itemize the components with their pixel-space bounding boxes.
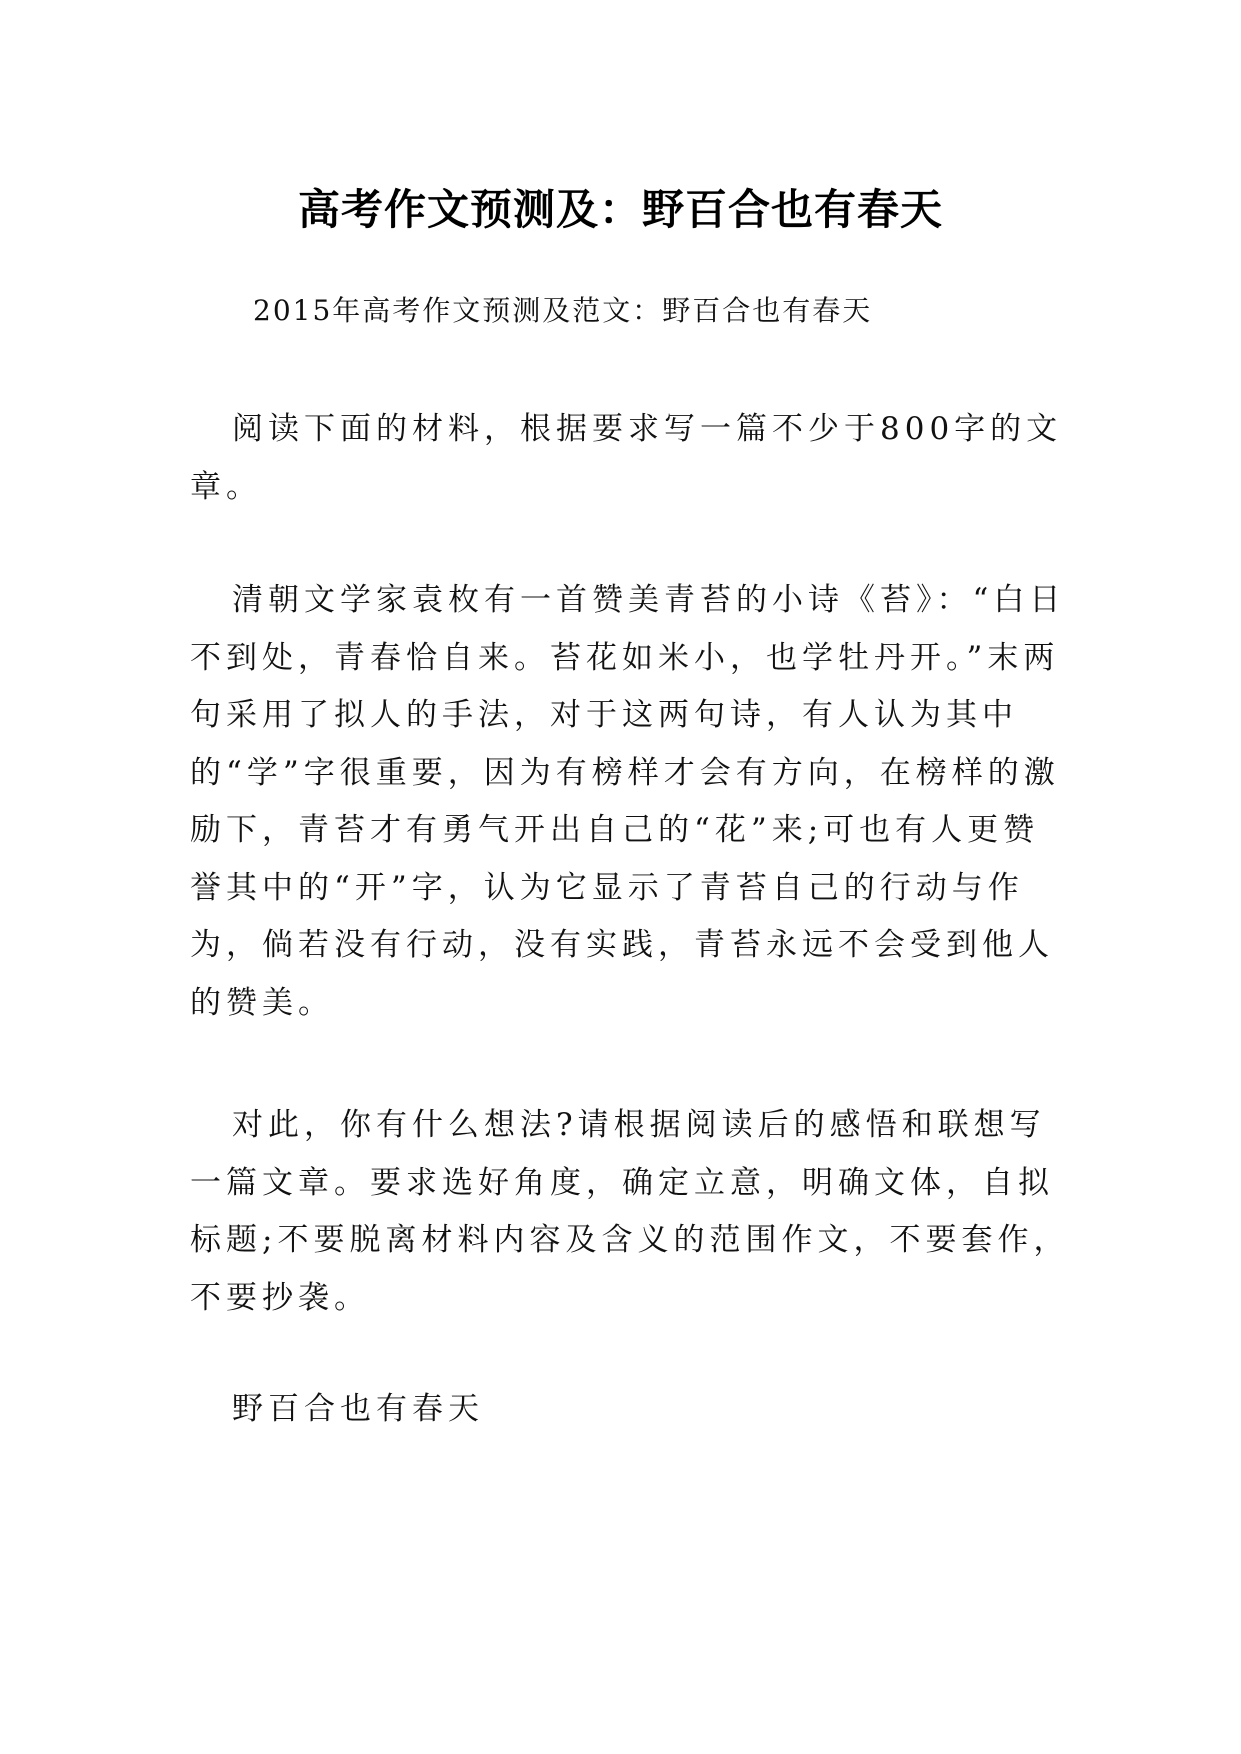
- intro-paragraph: 阅读下面的材料，根据要求写一篇不少于800字的文章。: [190, 411, 1063, 505]
- page-title: 高考作文预测及：野百合也有春天: [297, 185, 943, 235]
- document-subtitle: 2015年高考作文预测及范文：野百合也有春天: [253, 294, 873, 327]
- requirements-paragraph: 对此，你有什么想法?请根据阅读后的感悟和联想写一篇文章。要求选好角度，确定立意，明确文体，自拟标题;不要脱离材料内容及含义的范围作文，不要套作，不要抄袭。: [190, 1107, 1070, 1316]
- material-paragraph: 清朝文学家袁枚有一首赞美青苔的小诗《苔》：“白日不到处，青春恰自来。苔花如米小，也学牡丹开。”末两句采用了拟人的手法，对于这两句诗，有人认为其中的“学”字很重要，因为有榜样才会有方向，在榜样的激励下，青苔才有勇气开出自己的“花”来;可也有人更赞誉其中的“开”字，认为它显示了青苔自己的行动与作为，倘若没有行动，没有实践，青苔永远不会受到他人的赞美。: [190, 582, 1066, 1021]
- essay-title: 野百合也有春天: [232, 1391, 484, 1427]
